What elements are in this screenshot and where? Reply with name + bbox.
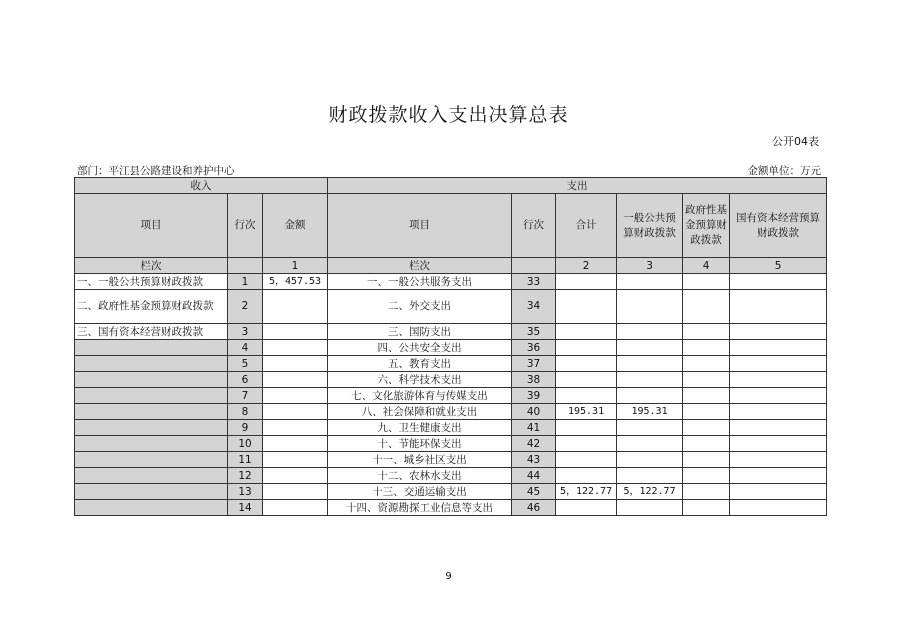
- total-cell: [556, 500, 617, 516]
- budget-summary-table: [74, 177, 827, 516]
- expense-item-cell: 五、教育支出: [328, 356, 512, 372]
- department-label: 部门：平江县公路建设和养护中心: [77, 165, 235, 177]
- income-amount-cell: [263, 468, 328, 484]
- expense-row-no-cell: 39: [512, 388, 556, 404]
- general-budget-cell: [617, 388, 683, 404]
- table-row: [75, 274, 827, 290]
- total-cell: 5，122.77: [556, 484, 617, 500]
- fund-budget-cell: [683, 274, 730, 290]
- income-amount-cell: [263, 372, 328, 388]
- expense-section-header: 支出: [328, 178, 827, 194]
- state-capital-cell: [730, 356, 827, 372]
- income-amount-cell: 5，457.53: [263, 274, 328, 290]
- lanci-fund: 4: [683, 258, 730, 274]
- table-row: [75, 436, 827, 452]
- expense-item-cell: 十、节能环保支出: [328, 436, 512, 452]
- income-amount-cell: [263, 500, 328, 516]
- total-cell: [556, 290, 617, 324]
- fund-budget-cell: [683, 484, 730, 500]
- form-number: 公开04表: [772, 135, 819, 148]
- table-row: [75, 340, 827, 356]
- income-lanci-amount: 1: [263, 258, 328, 274]
- table-row: [75, 500, 827, 516]
- table-row: [75, 404, 827, 420]
- expense-row-no-cell: 42: [512, 436, 556, 452]
- table-row: [75, 356, 827, 372]
- section-header-row: [75, 178, 827, 194]
- state-capital-cell: [730, 484, 827, 500]
- table-row: [75, 290, 827, 324]
- income-amount-cell: [263, 484, 328, 500]
- total-cell: [556, 340, 617, 356]
- lanci-general: 3: [617, 258, 683, 274]
- expense-item-header: 项目: [328, 194, 512, 258]
- income-item-cell: [75, 420, 228, 436]
- income-row-no-cell: 12: [228, 468, 263, 484]
- fund-budget-cell: [683, 340, 730, 356]
- fund-budget-cell: [683, 372, 730, 388]
- fund-budget-cell: [683, 404, 730, 420]
- income-item-cell: [75, 356, 228, 372]
- state-capital-header: 国有资本经营预算财政拨款: [730, 194, 827, 258]
- fund-budget-cell: [683, 420, 730, 436]
- expense-item-cell: 二、外交支出: [328, 290, 512, 324]
- expense-item-cell: 十四、资源勘探工业信息等支出: [328, 500, 512, 516]
- total-cell: [556, 372, 617, 388]
- state-capital-cell: [730, 372, 827, 388]
- total-cell: [556, 420, 617, 436]
- state-capital-cell: [730, 404, 827, 420]
- income-item-cell: 一、一般公共预算财政拨款: [75, 274, 228, 290]
- expense-row-no-cell: 43: [512, 452, 556, 468]
- fund-budget-cell: [683, 324, 730, 340]
- income-amount-cell: [263, 452, 328, 468]
- state-capital-cell: [730, 420, 827, 436]
- fund-budget-cell: [683, 436, 730, 452]
- state-capital-cell: [730, 340, 827, 356]
- income-row-no-cell: 1: [228, 274, 263, 290]
- table-row: [75, 468, 827, 484]
- income-amount-cell: [263, 436, 328, 452]
- general-budget-cell: [617, 372, 683, 388]
- table-row: [75, 452, 827, 468]
- table-row: [75, 372, 827, 388]
- income-item-cell: [75, 484, 228, 500]
- income-amount-cell: [263, 324, 328, 340]
- table-row: [75, 324, 827, 340]
- general-budget-cell: [617, 356, 683, 372]
- general-budget-cell: [617, 420, 683, 436]
- income-item-cell: 二、政府性基金预算财政拨款: [75, 290, 228, 324]
- expense-row-no-cell: 46: [512, 500, 556, 516]
- income-row-no-cell: 7: [228, 388, 263, 404]
- income-row-no-cell: 2: [228, 290, 263, 324]
- income-item-cell: 三、国有资本经营财政拨款: [75, 324, 228, 340]
- total-cell: [556, 436, 617, 452]
- general-budget-cell: [617, 274, 683, 290]
- expense-row-no-cell: 40: [512, 404, 556, 420]
- page-title: 财政拨款收入支出决算总表: [328, 104, 569, 126]
- lanci-state-capital: 5: [730, 258, 827, 274]
- table-row: [75, 420, 827, 436]
- expense-item-cell: 四、公共安全支出: [328, 340, 512, 356]
- income-item-cell: [75, 404, 228, 420]
- income-row-no-cell: 6: [228, 372, 263, 388]
- fund-budget-cell: [683, 356, 730, 372]
- income-section-header: 收入: [75, 178, 328, 194]
- total-cell: 195.31: [556, 404, 617, 420]
- income-row-no-cell: 10: [228, 436, 263, 452]
- income-row-no-cell: 9: [228, 420, 263, 436]
- column-index-row: [75, 258, 827, 274]
- state-capital-cell: [730, 324, 827, 340]
- expense-row-no-cell: 44: [512, 468, 556, 484]
- lanci-total: 2: [556, 258, 617, 274]
- fund-budget-cell: [683, 290, 730, 324]
- expense-row-no-cell: 35: [512, 324, 556, 340]
- income-item-header: 项目: [75, 194, 228, 258]
- income-item-cell: [75, 500, 228, 516]
- expense-row-no-header: 行次: [512, 194, 556, 258]
- general-budget-cell: [617, 324, 683, 340]
- income-lanci-blank: [228, 258, 263, 274]
- total-cell: [556, 356, 617, 372]
- amount-unit-label: 金额单位：万元: [747, 165, 821, 177]
- general-budget-cell: [617, 452, 683, 468]
- income-row-no-cell: 8: [228, 404, 263, 420]
- state-capital-cell: [730, 436, 827, 452]
- income-item-cell: [75, 340, 228, 356]
- total-cell: [556, 388, 617, 404]
- expense-item-cell: 七、文化旅游体育与传媒支出: [328, 388, 512, 404]
- income-row-no-header: 行次: [228, 194, 263, 258]
- expense-item-cell: 十二、农林水支出: [328, 468, 512, 484]
- income-amount-cell: [263, 340, 328, 356]
- total-cell: [556, 452, 617, 468]
- income-amount-cell: [263, 290, 328, 324]
- expense-row-no-cell: 34: [512, 290, 556, 324]
- expense-row-no-cell: 33: [512, 274, 556, 290]
- fund-budget-cell: [683, 468, 730, 484]
- expense-lanci-blank: [512, 258, 556, 274]
- state-capital-cell: [730, 468, 827, 484]
- income-item-cell: [75, 388, 228, 404]
- general-budget-cell: [617, 436, 683, 452]
- expense-lanci-label: 栏次: [328, 258, 512, 274]
- income-row-no-cell: 4: [228, 340, 263, 356]
- expense-item-cell: 八、社会保障和就业支出: [328, 404, 512, 420]
- income-amount-header: 金额: [263, 194, 328, 258]
- expense-item-cell: 十三、交通运输支出: [328, 484, 512, 500]
- table-row: [75, 484, 827, 500]
- expense-item-cell: 九、卫生健康支出: [328, 420, 512, 436]
- total-cell: [556, 468, 617, 484]
- fund-budget-cell: [683, 388, 730, 404]
- income-item-cell: [75, 372, 228, 388]
- fund-budget-header: 政府性基金预算财政拨款: [683, 194, 730, 258]
- income-item-cell: [75, 436, 228, 452]
- income-lanci-label: 栏次: [75, 258, 228, 274]
- income-item-cell: [75, 452, 228, 468]
- income-row-no-cell: 14: [228, 500, 263, 516]
- general-budget-header: 一般公共预算财政拨款: [617, 194, 683, 258]
- income-amount-cell: [263, 404, 328, 420]
- fund-budget-cell: [683, 452, 730, 468]
- state-capital-cell: [730, 500, 827, 516]
- income-amount-cell: [263, 420, 328, 436]
- general-budget-cell: [617, 340, 683, 356]
- total-header: 合计: [556, 194, 617, 258]
- general-budget-cell: 5，122.77: [617, 484, 683, 500]
- state-capital-cell: [730, 388, 827, 404]
- state-capital-cell: [730, 290, 827, 324]
- expense-row-no-cell: 36: [512, 340, 556, 356]
- expense-item-cell: 一、一般公共服务支出: [328, 274, 512, 290]
- column-header-row: [75, 194, 827, 258]
- state-capital-cell: [730, 452, 827, 468]
- income-row-no-cell: 3: [228, 324, 263, 340]
- income-item-cell: [75, 468, 228, 484]
- income-row-no-cell: 11: [228, 452, 263, 468]
- income-row-no-cell: 13: [228, 484, 263, 500]
- income-amount-cell: [263, 356, 328, 372]
- expense-item-cell: 六、科学技术支出: [328, 372, 512, 388]
- page-number: 9: [445, 571, 452, 582]
- total-cell: [556, 274, 617, 290]
- expense-row-no-cell: 45: [512, 484, 556, 500]
- fund-budget-cell: [683, 500, 730, 516]
- total-cell: [556, 324, 617, 340]
- expense-row-no-cell: 41: [512, 420, 556, 436]
- general-budget-cell: [617, 500, 683, 516]
- expense-item-cell: 三、国防支出: [328, 324, 512, 340]
- expense-item-cell: 十一、城乡社区支出: [328, 452, 512, 468]
- general-budget-cell: 195.31: [617, 404, 683, 420]
- expense-row-no-cell: 38: [512, 372, 556, 388]
- state-capital-cell: [730, 274, 827, 290]
- table-row: [75, 388, 827, 404]
- income-amount-cell: [263, 388, 328, 404]
- general-budget-cell: [617, 468, 683, 484]
- income-row-no-cell: 5: [228, 356, 263, 372]
- expense-row-no-cell: 37: [512, 356, 556, 372]
- general-budget-cell: [617, 290, 683, 324]
